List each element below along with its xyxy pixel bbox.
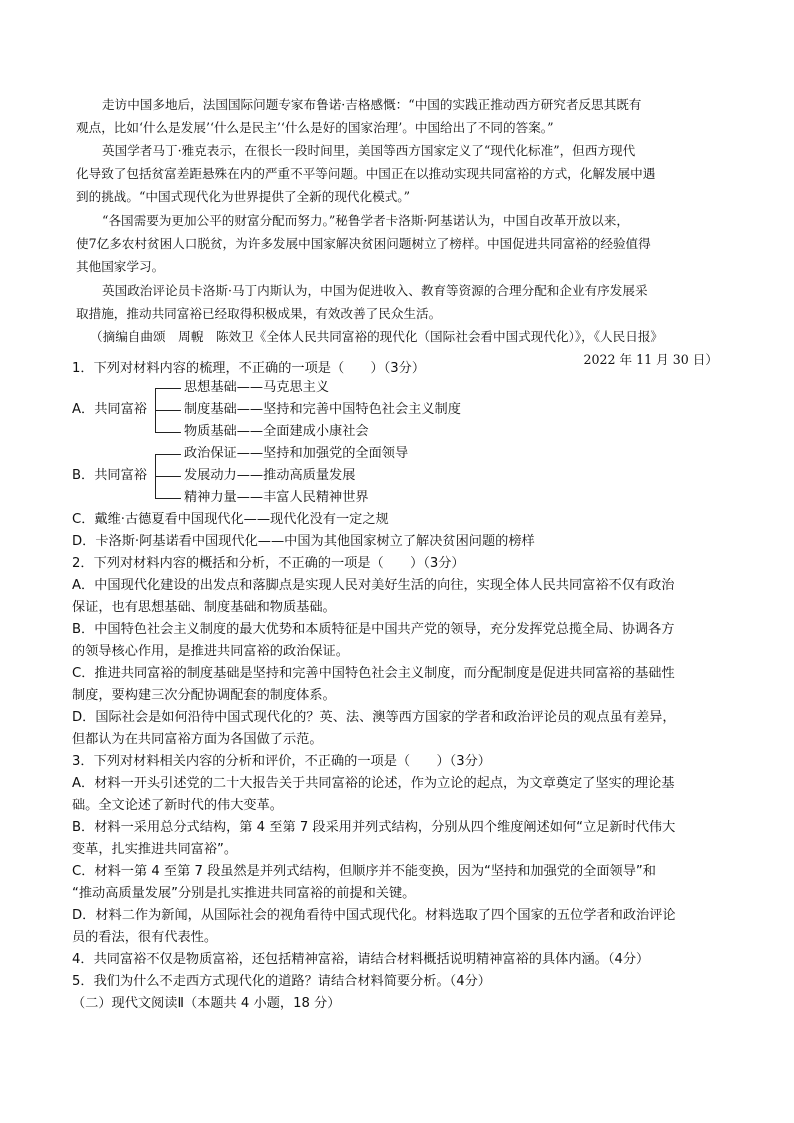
q1-option-b-item: 精神力量——丰富人民精神世界 — [184, 490, 369, 505]
q3-option-b-cont: 变革，扎实推进共同富裕”。 — [72, 842, 238, 857]
q1-option-b-item: 政治保证——坚持和加强党的全面领导 — [184, 446, 409, 461]
material-source-date: 2022 年 11 月 30 日） — [583, 352, 718, 367]
q1-option-a-branch — [155, 410, 181, 411]
q2-option-a-cont: 保证，也有思想基础、制度基础和物质基础。 — [72, 600, 336, 615]
q2-option-d-cont: 但都认为在共同富裕方面为各国做了示范。 — [72, 732, 323, 747]
q1-option-b-label: B．共同富裕 — [72, 468, 147, 483]
q1-option-b-item: 发展动力——推动高质量发展 — [184, 468, 356, 483]
q3-option-b: B．材料一采用总分式结构，第 4 至第 7 段采用并列式结构，分别从四个维度阐述如何“立足新时代伟大 — [72, 820, 676, 835]
material-paragraph-2-cont: 化导致了包括贫富差距悬殊在内的严重不平等问题。中国正在以推动实现共同富裕的方式，化解发展中遇 — [76, 166, 656, 181]
q3-option-a: A．材料一开头引述党的二十大报告关于共同富裕的论述，作为立论的起点，为文章奠定了坚实的理论基 — [72, 776, 675, 791]
question-3-stem: 3．下列对材料相关内容的分析和评价，不正确的一项是（ ）（3分） — [72, 754, 491, 769]
q1-option-a-item: 制度基础——坚持和完善中国特色社会主义制度 — [184, 402, 461, 417]
q2-option-d: D．国际社会是如何沿待中国式现代化的？英、法、澳等西方国家的学者和政治评论员的观点虽有差异， — [72, 710, 676, 725]
material-paragraph-4-cont: 取措施，推动共同富裕已经取得积极成果，有效改善了民众生活。 — [76, 306, 442, 321]
material-paragraph-4: 英国政治评论员卡洛斯·马丁内斯认为，中国为促进收入、教育等资源的合理分配和企业有序发展采 — [102, 283, 648, 298]
q2-option-b-cont: 的领导核心作用，是推进共同富裕的政治保证。 — [72, 644, 349, 659]
question-1-stem: 1．下列对材料内容的梳理，不正确的一项是（ ）（3分） — [72, 361, 426, 376]
q3-option-c: C．材料一第 4 至第 7 段虽然是并列式结构，但顺序并不能变换，因为“坚持和加强党的全面领导”和 — [72, 864, 656, 879]
q1-option-a-label: A．共同富裕 — [72, 402, 147, 417]
q2-option-c-cont: 制度，要构建三次分配协调配套的制度体系。 — [72, 688, 336, 703]
q3-option-c-cont: “推动高质量发展”分别是扎实推进共同富裕的前提和关键。 — [72, 886, 416, 901]
question-2-stem: 2．下列对材料内容的概括和分析，不正确的一项是（ ）（3分） — [72, 556, 465, 571]
q3-option-d-cont: 员的看法，很有代表性。 — [72, 930, 218, 945]
material-paragraph-2: 英国学者马丁·雅克表示，在很长一段时间里，美国等西方国家定义了“现代化标准”，但西方现代 — [102, 143, 636, 158]
material-paragraph-1-cont: 观点，比如‘什么是发展’‘什么是民主’‘什么是好的国家治理’。中国给出了不同的答案。” — [76, 120, 554, 135]
q1-option-b-branch — [155, 476, 181, 477]
material-paragraph-3: “各国需要为更加公平的财富分配而努力。”秘鲁学者卡洛斯·阿基诺认为，中国自改革开放以来， — [102, 213, 629, 228]
q3-option-a-cont: 础。全文论述了新时代的伟大变革。 — [72, 798, 283, 813]
material-paragraph-2-cont: 到的挑战。“中国式现代化为世界提供了全新的现代化模式。” — [76, 189, 411, 204]
material-source: （摘编自曲颂 周輗 陈效卫《全体人民共同富裕的现代化（国际社会看中国式现代化）》，《人民日报》 — [90, 329, 664, 344]
q1-option-b-branch — [155, 498, 181, 499]
q3-option-d: D．材料二作为新闻，从国际社会的视角看待中国式现代化。材料选取了四个国家的五位学者和政治评论 — [72, 908, 676, 923]
q1-option-d: D．卡洛斯·阿基诺看中国现代化——中国为其他国家树立了解决贫困问题的榜样 — [72, 534, 535, 549]
material-paragraph-3-cont: 使7亿多农村贫困人口脱贫，为许多发展中国家解决贫困问题树立了榜样。中国促进共同富裕的经验值得 — [76, 236, 651, 251]
q1-option-a-item: 思想基础——马克思主义 — [184, 380, 330, 395]
q1-option-b-branch — [155, 454, 181, 455]
material-paragraph-3-cont: 其他国家学习。 — [76, 259, 165, 274]
q1-option-a-branch — [155, 432, 181, 433]
q2-option-b: B．中国特色社会主义制度的最大优势和本质特征是中国共产党的领导，充分发挥党总揽全局、协调各方 — [72, 622, 675, 637]
section-heading: （二）现代文阅读Ⅱ（本题共 4 小题，18 分） — [72, 996, 341, 1011]
q2-option-c: C．推进共同富裕的制度基础是坚持和完善中国特色社会主义制度，而分配制度是促进共同富裕的基础性 — [72, 666, 675, 681]
q1-option-c: C．戴维·古德夏看中国现代化——现代化没有一定之规 — [72, 512, 389, 527]
question-5: 5．我们为什么不走西方式现代化的道路？请结合材料简要分析。（4分） — [72, 974, 491, 989]
question-4: 4．共同富裕不仅是物质富裕，还包括精神富裕，请结合材料概括说明精神富裕的具体内涵。（4分） — [72, 952, 650, 967]
q2-option-a: A．中国现代化建设的出发点和落脚点是实现人民对美好生活的向往，实现全体人民共同富裕不仅有政治 — [72, 578, 675, 593]
material-paragraph-1: 走访中国多地后，法国国际问题专家布鲁诺·吉格感慨：“中国的实践正推动西方研究者反思其既有 — [102, 97, 642, 112]
q1-option-a-branch — [155, 388, 181, 389]
q1-option-a-item: 物质基础——全面建成小康社会 — [184, 424, 369, 439]
